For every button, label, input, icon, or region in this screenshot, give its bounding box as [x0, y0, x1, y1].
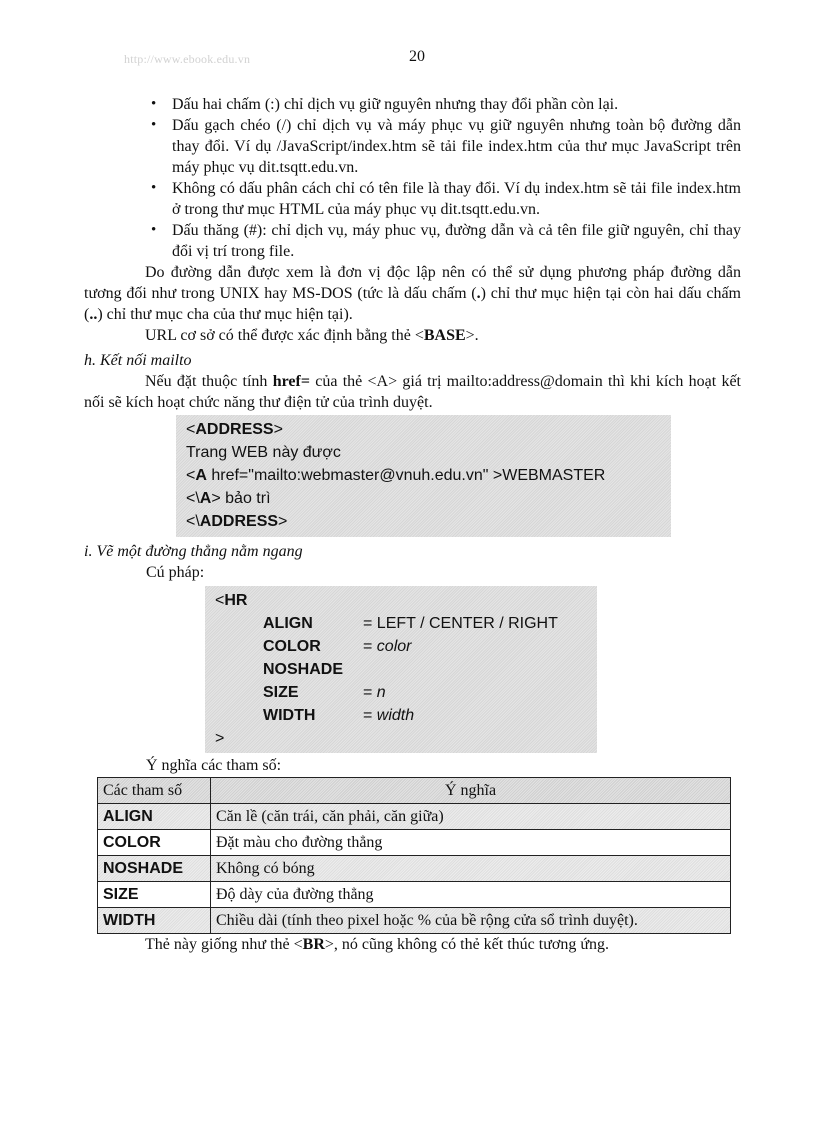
param-name: WIDTH — [98, 908, 211, 934]
code-line: <HR — [215, 592, 248, 609]
paragraph-base-url: URL cơ sở có thể được xác định bằng thẻ <BASE>. — [145, 327, 479, 344]
syntax-label: Cú pháp: — [146, 564, 205, 581]
syntax-row: WIDTH = width — [263, 707, 415, 724]
param-name: SIZE — [98, 882, 211, 908]
table-intro: Ý nghĩa các tham số: — [146, 757, 282, 774]
paragraph-br: Thẻ này giống như thẻ <BR>, nó cũng không có thẻ kết thúc tương ứng. — [145, 936, 610, 953]
param-desc: Không có bóng — [211, 856, 731, 882]
paragraph-mailto: Nếu đặt thuộc tính href= của thẻ <A> giá trị mailto:address@domain thì khi kích hoạt kết nối sẽ kích hoạt chức năng thư điện tử của trình duyệt. — [84, 373, 742, 411]
code-line: <\A> bảo trì — [186, 490, 271, 507]
bullet-item: • Dấu hai chấm (:) chỉ dịch vụ giữ nguyên nhưng thay đổi phần còn lại. — [172, 94, 741, 115]
syntax-row: SIZE = n — [263, 684, 386, 701]
param-desc: Độ dày của đường thẳng — [211, 882, 731, 908]
syntax-row: NOSHADE — [263, 661, 344, 678]
table-header-row — [98, 778, 731, 804]
code-example-address — [176, 415, 671, 537]
table-row — [98, 830, 731, 856]
parameter-table — [97, 777, 731, 934]
bullet-item: • Không có dấu phân cách chỉ có tên file là thay đổi. Ví dụ index.htm sẽ tải file index.htm ở trong thư mục HTML của máy phục vụ dit.tsqtt.edu.vn. — [172, 178, 741, 220]
table-header-cell: Các tham số — [98, 778, 211, 804]
paragraph-relative-path: Do đường dẫn được xem là đơn vị độc lập nên có thể sử dụng phương pháp đường dẫn tương đối như trong UNIX hay MS-DOS (tức là dấu chấm (.) chỉ thư mục hiện tại còn hai dấu chấm (..) chỉ thư mục cha của thư mục hiện tại). — [84, 264, 741, 323]
param-desc: Đặt màu cho đường thẳng — [211, 830, 731, 856]
page-number: 20 — [409, 48, 425, 65]
table-row — [98, 856, 731, 882]
param-name: COLOR — [98, 830, 211, 856]
param-desc: Căn lề (căn trái, căn phải, căn giữa) — [211, 804, 731, 830]
code-line: <ADDRESS> — [186, 421, 283, 438]
bullet-list — [84, 94, 741, 262]
code-line: Trang WEB này được — [186, 444, 341, 461]
param-name: ALIGN — [98, 804, 211, 830]
syntax-row: COLOR = color — [263, 638, 412, 655]
table-row — [98, 882, 731, 908]
syntax-row: ALIGN = LEFT / CENTER / RIGHT — [263, 615, 558, 632]
code-line: > — [215, 730, 225, 747]
document-body — [84, 94, 741, 955]
bullet-item: • Dấu gạch chéo (/) chỉ dịch vụ và máy phục vụ giữ nguyên nhưng toàn bộ đường dẫn thay đổi. Ví dụ /JavaScript/index.htm sẽ tải file index.htm của thư mục JavaScript trên máy phục vụ dit.tsqtt.edu.vn. — [172, 115, 741, 178]
param-name: NOSHADE — [98, 856, 211, 882]
bullet-item: • Dấu thăng (#): chỉ dịch vụ, máy phuc vụ, đường dẫn và cả tên file giữ nguyên, chỉ thay đổi vị trí trong file. — [172, 220, 741, 262]
code-line: <A href="mailto:webmaster@vnuh.edu.vn" >WEBMASTER — [186, 467, 606, 484]
section-heading-hr: i. Vẽ một đường thẳng nằm ngang — [84, 543, 303, 560]
code-line: <\ADDRESS> — [186, 513, 288, 530]
section-heading-mailto: h. Kết nối mailto — [84, 352, 192, 369]
code-syntax-hr — [205, 586, 597, 753]
param-desc: Chiều dài (tính theo pixel hoặc % của bề rộng cửa sổ trình duyệt). — [211, 908, 731, 934]
table-header-cell: Ý nghĩa — [211, 778, 731, 804]
table-row — [98, 908, 731, 934]
watermark-url: http://www.ebook.edu.vn — [124, 52, 251, 66]
page-header — [0, 48, 816, 70]
table-row — [98, 804, 731, 830]
